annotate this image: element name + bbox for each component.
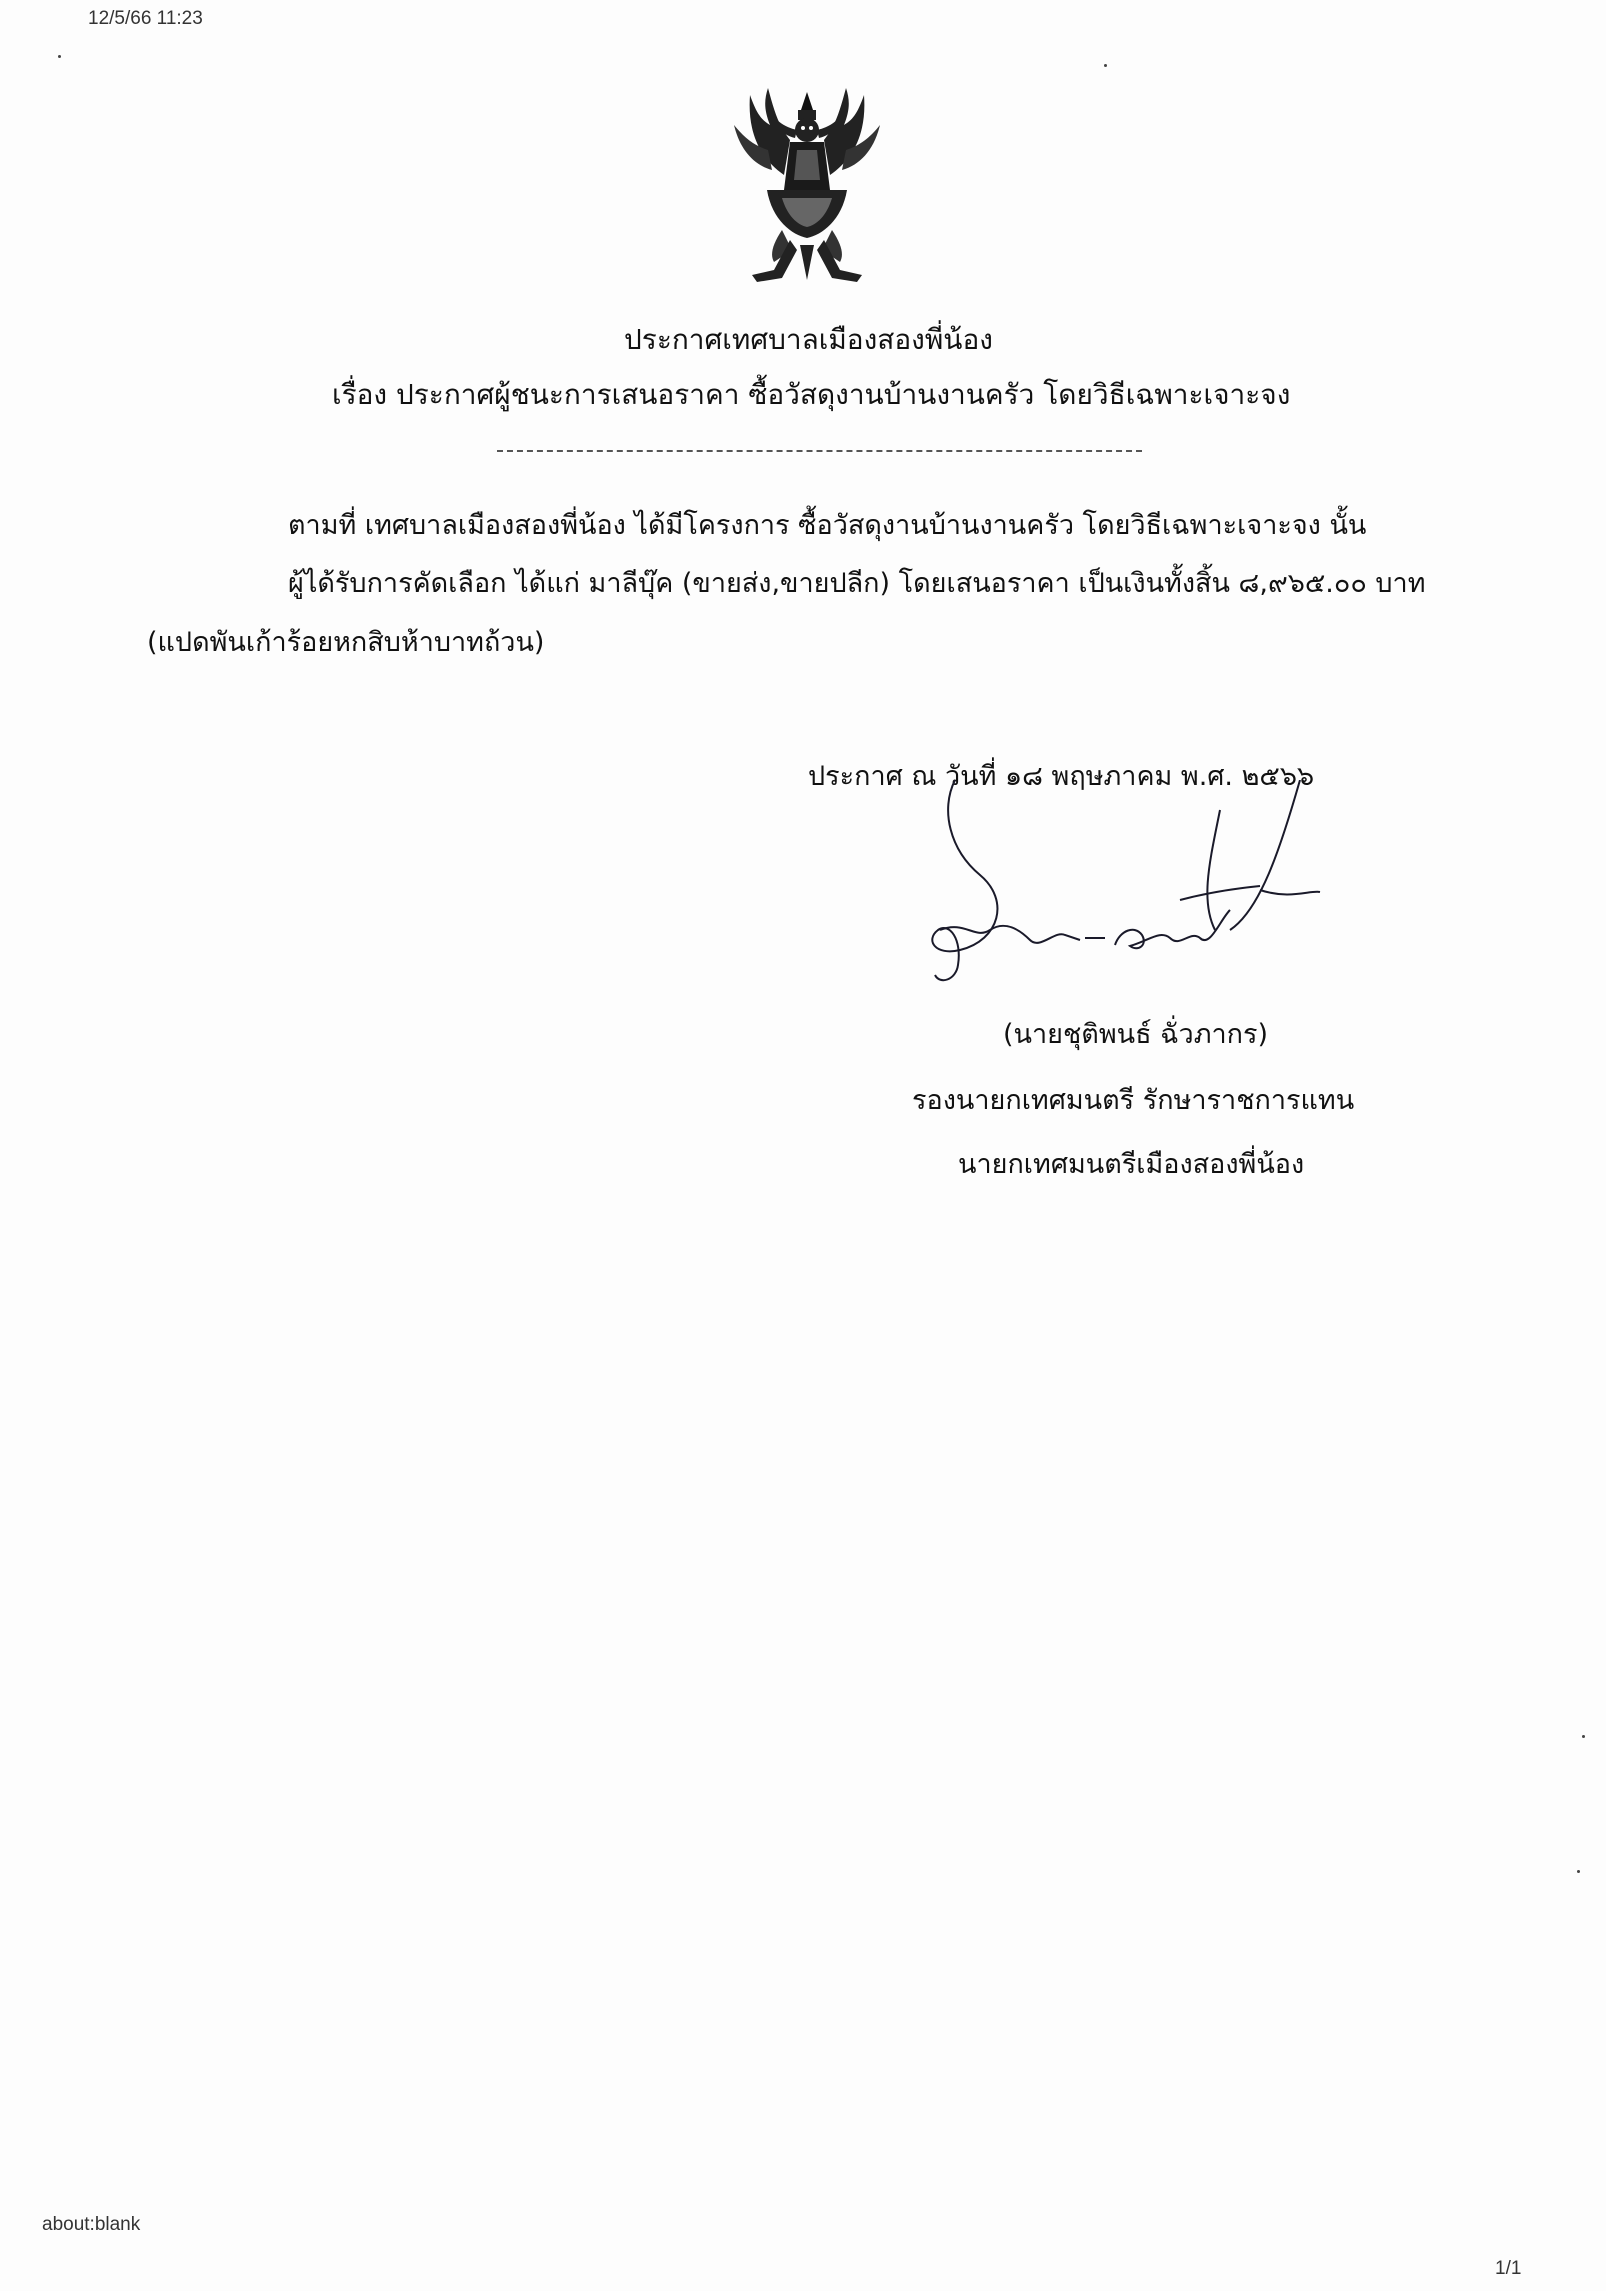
body-paragraph-line-1: ตามที่ เทศบาลเมืองสองพี่น้อง ได้มีโครงการ ซื้อวัสดุงานบ้านงานครัว โดยวิธีเฉพาะเจาะจง นั้น: [288, 510, 1367, 541]
signatory-name: (นายชุติพนธ์ ฉั่วภากร): [1003, 1019, 1269, 1050]
scan-speck: [1577, 1870, 1580, 1873]
scan-speck: [1104, 64, 1107, 67]
signatory-position-1: รองนายกเทศมนตรี รักษาราชการแทน: [912, 1085, 1355, 1116]
print-datetime: 12/5/66 11:23: [88, 8, 203, 29]
signatory-position-2: นายกเทศมนตรีเมืองสองพี่น้อง: [958, 1149, 1305, 1180]
announcement-subject: เรื่อง ประกาศผู้ชนะการเสนอราคา ซื้อวัสดุงานบ้านงานครัว โดยวิธีเฉพาะเจาะจง: [332, 378, 1291, 411]
separator-dashes: [497, 450, 1142, 452]
garuda-emblem-icon: [712, 80, 902, 295]
print-footer-url: about:blank: [42, 2214, 141, 2235]
handwritten-signature: [880, 780, 1400, 990]
body-paragraph-line-2: ผู้ได้รับการคัดเลือก ได้แก่ มาลีบุ๊ค (ขายส่ง,ขายปลีก) โดยเสนอราคา เป็นเงินทั้งสิ้น ๘,๙๖๕.๐๐ บาท: [288, 568, 1426, 599]
print-page-number: 1/1: [1495, 2258, 1522, 2279]
announcement-title: ประกาศเทศบาลเมืองสองพี่น้อง: [624, 323, 993, 356]
scan-speck: [58, 55, 61, 58]
scan-speck: [1582, 1735, 1585, 1738]
announcement-date: ประกาศ ณ วันที่ ๑๘ พฤษภาคม พ.ศ. ๒๕๖๖: [808, 761, 1315, 792]
body-paragraph-line-3: (แปดพันเก้าร้อยหกสิบห้าบาทถ้วน): [147, 627, 545, 658]
